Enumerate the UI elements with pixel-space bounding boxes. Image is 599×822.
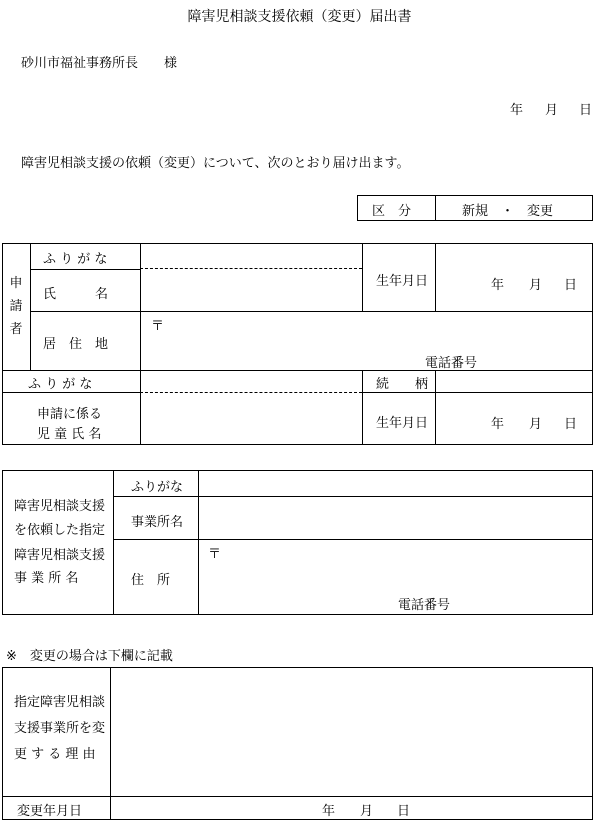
applicant-birth-field[interactable]: [436, 244, 592, 310]
child-furigana-label: ふ り が な: [28, 377, 93, 392]
change-reason-field[interactable]: [111, 668, 592, 795]
category-label: 区 分: [372, 204, 412, 219]
page-title: 障害児相談支援依頼（変更）届出書: [187, 9, 412, 25]
provider-address-field[interactable]: [199, 540, 592, 614]
applicant-address-label: 居 住 地: [43, 337, 109, 352]
child-birth-field[interactable]: [436, 393, 592, 444]
child-birth-label: 生年月日: [376, 416, 429, 431]
applicant-furigana-label: ふ り が な: [43, 252, 108, 267]
applicant-furigana-field[interactable]: [141, 244, 361, 267]
provider-phone-label: 電話番号: [398, 598, 451, 613]
provider-postal-mark: 〒: [208, 547, 222, 562]
change-date-month: 月: [360, 804, 374, 819]
change-date-label: 変更年月日: [17, 804, 83, 819]
child-name-label-1: 申請に係る: [37, 407, 103, 422]
provider-office-field[interactable]: [199, 497, 592, 538]
provider-label-1: 障害児相談支援: [14, 499, 106, 514]
provider-furigana-field[interactable]: [199, 471, 592, 495]
date-month: 月: [545, 103, 559, 118]
applicant-name-field[interactable]: [141, 270, 361, 310]
child-relation-label: 続 柄: [376, 377, 429, 392]
applicant-label-1: 申: [9, 276, 23, 291]
date-year: 年: [510, 103, 524, 118]
change-date-field[interactable]: [111, 797, 592, 819]
change-date-day: 日: [397, 804, 411, 819]
provider-office-label: 事業所名: [131, 515, 184, 530]
change-note: ※ 変更の場合は下欄に記載: [6, 649, 173, 664]
child-birth-day: 日: [564, 417, 578, 432]
applicant-name-label: 氏 名: [43, 287, 109, 302]
applicant-birth-label: 生年月日: [376, 274, 429, 289]
change-reason-label-3: 更 す る 理 由: [14, 747, 96, 762]
applicant-label-3: 者: [9, 322, 23, 337]
change-reason-label-2: 支援事業所を変: [14, 721, 106, 736]
intro-text: 障害児相談支援の依頼（変更）について、次のとおり届け出ます。: [21, 156, 410, 171]
provider-label-3: 障害児相談支援: [14, 548, 106, 563]
provider-label-2: を依頼した指定: [14, 523, 106, 538]
child-name-field[interactable]: [141, 393, 361, 444]
provider-furigana-label: ふりがな: [131, 480, 184, 495]
child-birth-month: 月: [529, 417, 543, 432]
child-relation-field[interactable]: [436, 371, 592, 391]
applicant-birth-year: 年: [491, 278, 505, 293]
date-day: 日: [579, 103, 593, 118]
applicant-label-2: 請: [9, 299, 23, 314]
applicant-birth-day: 日: [564, 278, 578, 293]
provider-label-4: 事 業 所 名: [14, 571, 79, 586]
addressee: 砂川市福祉事務所長 様: [21, 56, 178, 71]
applicant-birth-month: 月: [529, 278, 543, 293]
applicant-address-field[interactable]: [141, 312, 592, 369]
change-reason-label-1: 指定障害児相談: [14, 695, 106, 710]
child-furigana-field[interactable]: [141, 371, 361, 391]
child-name-label-2: 児 童 氏 名: [37, 427, 102, 442]
change-date-year: 年: [322, 804, 336, 819]
applicant-phone-label: 電話番号: [425, 356, 478, 371]
child-birth-year: 年: [491, 417, 505, 432]
provider-address-label: 住 所: [131, 573, 171, 588]
applicant-postal-mark: 〒: [151, 319, 165, 334]
category-options[interactable]: 新規 ・ 変更: [462, 204, 554, 219]
